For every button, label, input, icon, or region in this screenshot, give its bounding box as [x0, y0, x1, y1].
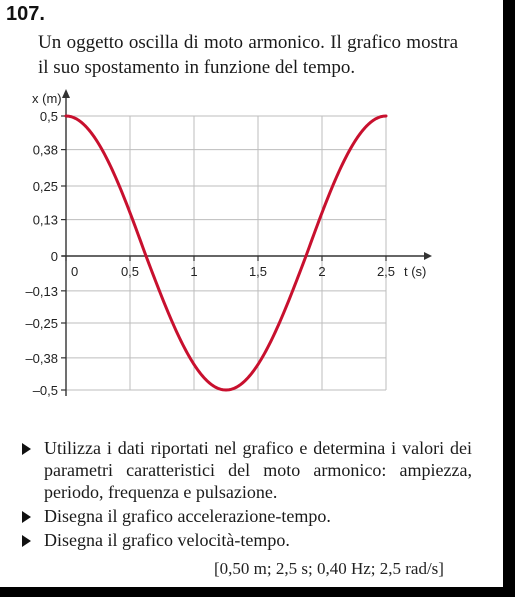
problem-number: 107.	[6, 3, 45, 25]
task-item	[32, 529, 472, 551]
x-tick-label: 1	[190, 264, 198, 279]
x-axis-arrow-icon	[424, 252, 432, 260]
triangle-bullet-icon	[22, 511, 31, 523]
x-tick-label: 1,5	[248, 264, 268, 279]
y-axis-label: x (m)	[32, 91, 62, 106]
y-tick-label: –0,5	[32, 383, 58, 398]
y-axis-arrow-icon	[62, 89, 70, 98]
displacement-time-chart	[0, 88, 470, 406]
x-tick-label: 0,5	[120, 264, 140, 279]
x-axis-label: t (s)	[404, 264, 427, 279]
task-text: Disegna il grafico velocità-tempo.	[44, 530, 290, 550]
triangle-bullet-icon	[22, 443, 31, 455]
y-tick-label: 0,5	[39, 109, 58, 124]
task-item	[32, 505, 472, 527]
y-tick-label: –0,25	[25, 316, 58, 331]
answer-key: [0,50 m; 2,5 s; 0,40 Hz; 2,5 rad/s]	[214, 559, 444, 578]
right-edge-bar	[503, 0, 515, 597]
y-tick-label: 0,25	[32, 179, 58, 194]
y-tick-label: 0,38	[32, 142, 58, 158]
y-tick-label: 0	[50, 249, 58, 264]
y-tick-label: –0,13	[25, 283, 58, 299]
task-list	[32, 437, 472, 553]
bottom-edge-bar	[0, 587, 515, 597]
task-text: Utilizza i dati riportati nel grafico e determina i valori dei parametri caratteristici del moto armonico: ampiezza, periodo, frequenza e pulsazione.	[44, 438, 472, 502]
displacement-series-line	[66, 116, 386, 390]
task-text: Disegna il grafico accelerazione-tempo.	[44, 506, 331, 526]
y-tick-label: –0,38	[25, 350, 58, 366]
triangle-bullet-icon	[22, 535, 31, 547]
y-tick-label: 0,13	[32, 212, 58, 228]
task-item	[32, 437, 472, 503]
x-tick-label: 0	[71, 264, 79, 279]
x-tick-label: 2,5	[376, 264, 396, 279]
x-tick-label: 2	[318, 264, 326, 279]
problem-intro: Un oggetto oscilla di moto armonico. Il grafico mostra il suo spostamento in funzione del tempo.	[38, 32, 458, 78]
